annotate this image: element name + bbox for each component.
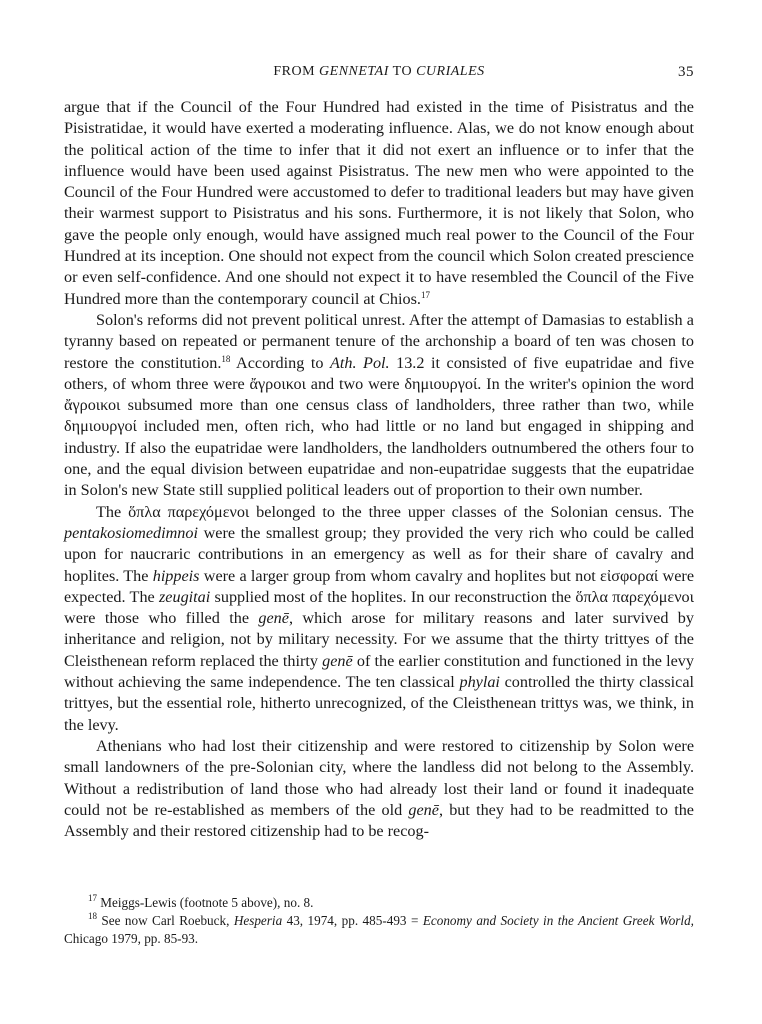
- paragraph-4-text-b: , but they had to be readmitted to the Assembly and their restored citizenship had to be recog-: [64, 800, 694, 841]
- term-zeugitai: zeugitai: [159, 587, 211, 606]
- footnote-ref-17[interactable]: 17: [420, 289, 430, 300]
- paragraph-3-text-a: The ὅπλα παρεχόμενοι belonged to the three upper classes of the Solonian census. The: [96, 502, 694, 521]
- term-gene-2: genē: [322, 651, 353, 670]
- footnotes: [64, 894, 694, 948]
- term-gene-1: genē: [258, 609, 289, 628]
- footnote-17-number: 17: [88, 893, 97, 903]
- title-gennetai: GENNETAI: [319, 64, 389, 79]
- paragraph-3-text-g: controlled the thirty classical trittyes, but the essential role, hitherto unrecognized, of the Cleisthenean trittys was, we think, in the levy.: [64, 673, 695, 734]
- journal-hesperia: Hesperia: [233, 913, 283, 928]
- term-hippeis: hippeis: [152, 566, 200, 585]
- paragraph-3-text-e: , which arose for military reasons and later survived by inheritance and religion, not by military necessity. For we assume that the thirty trittyes of the Cleisthenean reform replaced the thirty: [64, 609, 694, 670]
- paragraph-2: [64, 310, 694, 502]
- footnote-18: [64, 912, 694, 948]
- paragraph-3-text-d: supplied most of the hoplites. In our reconstruction the ὅπλα παρεχόμενοι were those who filled the: [64, 587, 694, 628]
- footnote-ref-18[interactable]: 18: [221, 353, 231, 364]
- footnote-18-text-c: Chicago 1979, pp. 85-93.: [64, 931, 199, 946]
- ath-pol-citation: Ath. Pol.: [330, 353, 390, 372]
- paragraph-3-text-c: were a larger group from whom cavalry and hoplites but not εἰσφοραί were expected. The: [64, 566, 695, 606]
- footnote-18-text-a: See now Carl Roebuck,: [97, 913, 234, 928]
- paragraph-3-text-b: were the smallest group; they provided the very rich who could be called upon for naucraric contributions in an emergency as well as for their share of cavalry and hoplites. The: [64, 523, 694, 585]
- page-number: 35: [678, 64, 694, 80]
- paragraph-1: [64, 97, 694, 310]
- paragraph-4: [64, 736, 694, 842]
- paragraph-4-text-a: Athenians who had lost their citizenship and were restored to citizenship by Solon were small landowners of the pre-Solonian city, where the landless did not belong to the Assembly. Without a redistribution of land those who had already lost their land or found it inadequate could not be re-established as members of the old: [64, 736, 694, 819]
- paragraph-2-text-c: 13.2 it consisted of five eupatridae and five others, of whom three were ἄγροικοι and two were δημιουργοί. In the writer's opinion the word ἄγροικοι subsumed more than one census class of landholders, three rather than two, while δημιουργοί included men, often rich, who had little or no land but engaged in shipping and industry. If also the eupatridae were landholders, the landholders outnumbered the others four to one, and the equal division between eupatridae and non-eupatridae suggests that the eupatridae in Solon's new State still supplied political leaders out of proportion to their own number.: [64, 353, 694, 500]
- paragraph-3-text-f: of the earlier constitution and functioned in the levy without achieving the same independence. The ten classical: [64, 651, 694, 692]
- body-text: [64, 97, 694, 842]
- running-title: [64, 64, 694, 80]
- footnote-17-text: Meiggs-Lewis (footnote 5 above), no. 8.: [97, 895, 314, 910]
- footnote-17: [64, 894, 694, 912]
- title-from: FROM: [273, 64, 316, 79]
- book-title: Economy and Society in the Ancient Greek World,: [422, 913, 694, 928]
- footnote-18-text-b: 43, 1974, pp. 485-493 =: [282, 913, 423, 928]
- term-phylai: phylai: [459, 673, 500, 692]
- term-pentakosiomedimnoi: pentakosiomedimnoi: [64, 523, 198, 542]
- paragraph-1-text: argue that if the Council of the Four Hundred had existed in the time of Pisistratus and the Pisistratidae, it would have exerted a moderating influence. Alas, we do not know enough about the political action of the time to infer that it did not exert an influence or to infer that the influence would have been used against Pisistratus. The new men who were appointed to the Council of the Four Hundred were accustomed to defer to traditional leaders but may have given their warmest support to Pisistratus and his sons. Furthermore, it is not likely that Solon, who gave the people only enough, would have assigned much real power to the Council of the Four Hundred at its inception. One should not expect from the council which Solon created prescience or even self-confidence. And one should not expect it to have resembled the Council of the Five Hundred more than the contemporary council at Chios.: [64, 98, 694, 308]
- paragraph-2-text-b: According to: [230, 353, 330, 372]
- paragraph-3: [64, 502, 694, 736]
- title-curiales: CURIALES: [416, 64, 485, 79]
- running-head: [64, 64, 694, 80]
- footnote-18-number: 18: [88, 911, 97, 921]
- paragraph-2-text-a: Solon's reforms did not prevent political unrest. After the attempt of Damasias to establish a tyranny based on repeated or permanent tenure of the archonship a board of ten was chosen to restore the constitution.: [64, 310, 694, 372]
- term-gene-3: genē: [408, 800, 439, 819]
- title-to: TO: [392, 64, 413, 79]
